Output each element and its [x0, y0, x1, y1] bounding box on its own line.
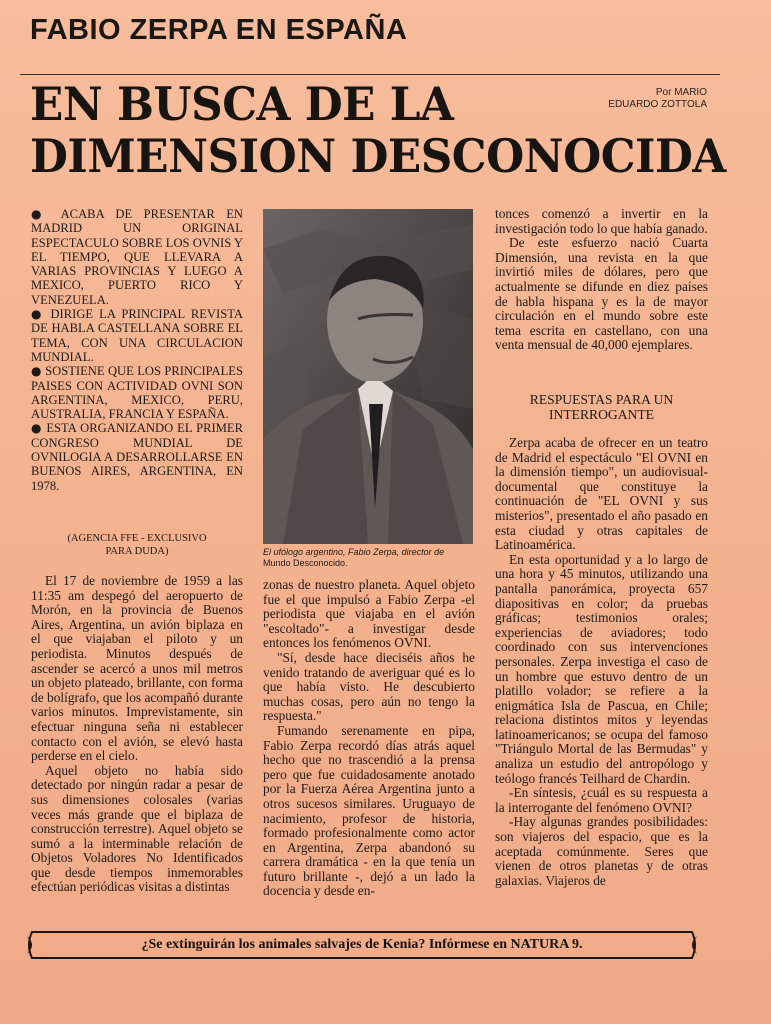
portrait-photo: [263, 209, 473, 544]
column-3-bottom: [495, 436, 708, 888]
bullet-dot-icon: ●: [31, 364, 42, 379]
paragraph: Fumando serenamente en pipa, Fabio Zerpa recordó días atrás aquel hecho que no trascendió a la prensa pero que fue cuidadosamente anotado por la Fuerza Aérea Argentina junto a otros sucesos similares. Uruguayo de nacimiento, profesor de historia, formado profesionalmente como actor en Argentina, Zerpa abandonó su carrera dramática - en la que tenía un futuro brillante -, dejó a un lado la docencia y desde en-: [263, 722, 475, 899]
bullet-item: ● SOSTIENE QUE LOS PRINCIPALES PAISES CON ACTIVIDAD OVNI SON ARGENTINA, MEXICO, PERU, AUSTRALIA, FRANCIA Y ESPAÑA.: [31, 364, 243, 422]
byline-line-1: Por MARIO: [655, 87, 707, 98]
headline-line-1: EN BUSCA DE LA: [30, 77, 454, 131]
photo-caption: El ufólogo argentino, Fabio Zerpa, director de Mundo Desconocido.: [263, 547, 445, 568]
paragraph: tonces comenzó a invertir en la investigación todo lo que había ganado.: [495, 206, 708, 236]
promo-banner: [24, 930, 700, 960]
paragraph: zonas de nuestro planeta. Aquel objeto fue el que impulsó a Fabio Zerpa -el periodista que viajaba en el avión "escoltado"- a investigar desde entonces los fenómenos OVNI.: [263, 577, 475, 651]
bullet-item: ● ACABA DE PRESENTAR EN MADRID UN ORIGINAL ESPECTACULO SOBRE LOS OVNIS Y EL TIEMPO, QUE LLEVARA A VARIAS PROVINCIAS Y LUEGO A MEXICO, PUERTO RICO Y VENEZUELA.: [31, 207, 243, 307]
agency-credit: (AGENCIA FFE - EXCLUSIVO PARA DUDA): [67, 533, 207, 557]
top-divider: [20, 74, 720, 75]
byline-line-2: EDUARDO ZOTTOLA: [608, 99, 707, 110]
bullet-item: ● ESTA ORGANIZANDO EL PRIMER CONGRESO MUNDIAL DE OVNILOGIA A DESARROLLARSE EN BUENOS AIRES, ARGENTINA, EN 1978.: [31, 421, 243, 493]
paragraph: -En síntesis, ¿cuál es su respuesta a la interrogante del fenómeno OVNI?: [495, 785, 708, 815]
paragraph: Aquel objeto no había sido detectado por ningún radar a pesar de sus dimensiones colosales (varias veces más grande que el biplaza de construcción terrestre). Aquel objeto se sumó a la interminable relación de Objetos Voladores No Identificados que desde tiempos inmemorables efectúan periódicas visitas a distintas: [31, 762, 243, 895]
column-2-body: [263, 578, 475, 899]
portrait-illustration: [263, 209, 473, 544]
subheading: RESPUESTAS PARA UN INTERROGANTE: [529, 392, 674, 422]
summary-bullets: [31, 207, 243, 493]
column-1-body: [31, 574, 243, 895]
paragraph: De este esfuerzo nació Cuarta Dimensión, una revista en la que invirtió miles de dólares, pero que actualmente se difunde en diez países de habla hispana y es la de mayor circulación en el mundo sobre este tema escrita en castellano, con una venta mensual de 40,000 ejemplares.: [495, 235, 708, 353]
paragraph: Zerpa acaba de ofrecer en un teatro de Madrid el espectáculo "El OVNI en la dimensión tiempo", un audiovisual-documental que constituye la continuación de "EL OVNI y sus misterios", presentado el año pasado en esta ciudad y otras capitales de Latinoamérica.: [495, 435, 708, 553]
paragraph: -Hay algunas grandes posibilidades: son viajeros del espacio, que es la aceptada comúnmente. Seres que vienen de otros planetas y de otras galaxias. Viajeros de: [495, 814, 708, 888]
bullet-dot-icon: ●: [31, 207, 50, 221]
bullet-dot-icon: ●: [31, 421, 43, 436]
column-3-top: [495, 207, 708, 353]
bullet-dot-icon: ●: [31, 307, 45, 322]
section-title: FABIO ZERPA EN ESPAÑA: [30, 14, 408, 46]
paragraph: "Sí, desde hace dieciséis años he venido tratando de averiguar qué es lo que había visto. He descubierto muchas cosas, pero aún no tengo la respuesta.": [263, 649, 475, 724]
paragraph: En esta oportunidad y a lo largo de una hora y 45 minutos, utilizando una pantalla panorámica, proyecta 657 diapositivas en color; da pruebas gráficas; testimonios orales; experiencias de aviadores; todo coordinado con sus intervenciones personales. Zerpa investiga el caso de un hombre que estuvo dentro de un platillo volador; se refiere a la enigmática Isla de Pascua, en Chile; relaciona distintos mitos y leyendas latinoamericanos; se ocupa del famoso "Triángulo Mortal de las Bermudas" y analiza un estudio del antropólogo y teólogo francés Teilhard de Chardin.: [495, 551, 708, 786]
byline: [608, 87, 707, 111]
paragraph: El 17 de noviembre de 1959 a las 11:35 am despegó del aeropuerto de Morón, en la provincia de Buenos Aires, Argentina, un avión biplaza en el que viajaban el piloto y un periodista. Minutos después de ascender se acercó a unos mil metros un objeto plateado, brillante, con forma de bolígrafo, que los acompañó durante varios minutos. Imprevistamente, sin efectuar ninguna seña ni establecer contacto con el avión, se elevó hasta perderse en el cielo.: [31, 573, 243, 764]
bullet-item: ● DIRIGE LA PRINCIPAL REVISTA DE HABLA CASTELLANA SOBRE EL TEMA, CON UNA CIRCULACION MUNDIAL.: [31, 307, 243, 364]
banner-text: ¿Se extinguirán los animales salvajes de Kenia? Infórmese en NATURA 9.: [141, 937, 583, 952]
headline-line-2: DIMENSION DESCONOCIDA: [30, 129, 726, 183]
